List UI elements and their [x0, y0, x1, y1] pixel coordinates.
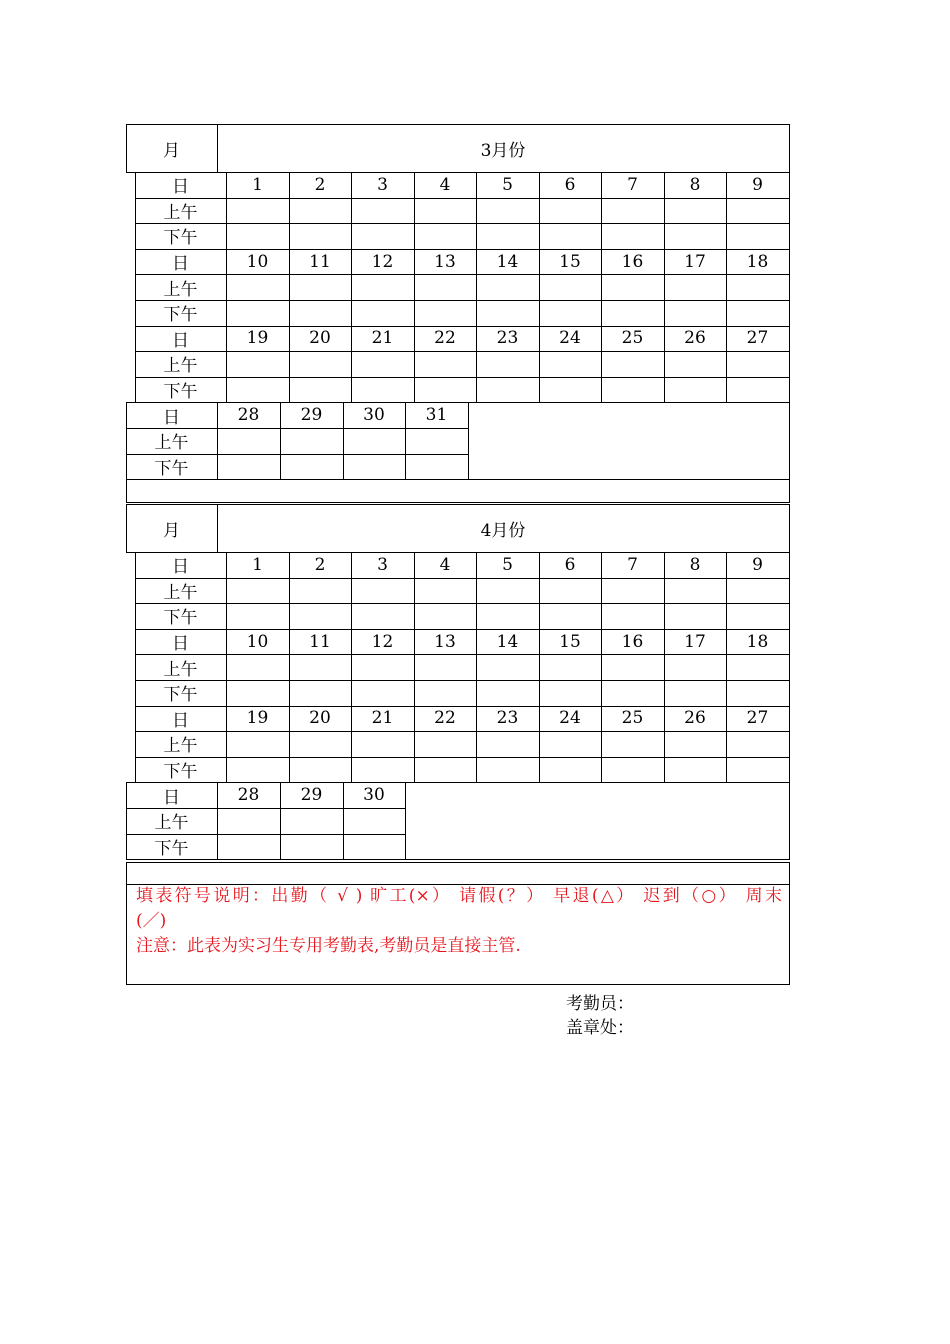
date-number: 3 — [377, 554, 388, 575]
afternoon-attendance-cell — [289, 603, 352, 630]
date-number: 24 — [559, 328, 581, 349]
morning-attendance-cell — [414, 274, 477, 301]
morning-attendance-cell — [601, 198, 665, 225]
afternoon-attendance-cell — [351, 680, 415, 707]
afternoon-attendance-cell — [539, 757, 602, 784]
morning-label: 上午 — [163, 202, 198, 223]
date-number: 13 — [434, 631, 456, 652]
morning-attendance-cell — [539, 578, 602, 605]
morning-attendance-cell — [289, 198, 352, 225]
date-number: 13 — [434, 251, 456, 272]
morning-attendance-cell — [289, 731, 352, 758]
afternoon-attendance-cell — [351, 757, 415, 784]
morning-attendance-cell — [280, 428, 344, 455]
afternoon-attendance-cell — [476, 680, 540, 707]
date-number: 30 — [363, 405, 385, 426]
morning-attendance-cell — [664, 578, 727, 605]
date-number: 17 — [684, 251, 706, 272]
afternoon-attendance-cell — [539, 377, 602, 404]
afternoon-attendance-cell — [476, 300, 540, 327]
afternoon-attendance-cell — [664, 300, 727, 327]
spacer-row — [126, 479, 790, 503]
date-number: 12 — [371, 631, 394, 652]
date-number: 20 — [309, 328, 331, 349]
date-number: 3 — [377, 174, 388, 195]
afternoon-label: 下午 — [163, 762, 198, 783]
date-number: 18 — [746, 631, 769, 652]
day-label: 日 — [172, 634, 189, 655]
morning-attendance-cell — [539, 351, 602, 378]
afternoon-attendance-cell — [289, 680, 352, 707]
afternoon-attendance-cell — [664, 377, 727, 404]
morning-attendance-cell — [414, 351, 477, 378]
morning-attendance-cell — [226, 351, 290, 378]
date-number: 7 — [627, 554, 638, 575]
date-number: 14 — [496, 631, 519, 652]
afternoon-attendance-cell — [289, 223, 352, 250]
stamp-label: 盖章处： — [566, 1018, 634, 1038]
afternoon-attendance-cell — [226, 680, 290, 707]
morning-attendance-cell — [351, 274, 415, 301]
date-number: 4 — [439, 554, 451, 575]
morning-attendance-cell — [664, 198, 727, 225]
day-label: 日 — [172, 177, 189, 198]
afternoon-attendance-cell — [664, 223, 727, 250]
morning-attendance-cell — [726, 731, 790, 758]
date-number: 2 — [314, 554, 326, 575]
afternoon-attendance-cell — [351, 377, 415, 404]
afternoon-attendance-cell — [343, 454, 406, 481]
date-number: 29 — [300, 405, 323, 426]
afternoon-attendance-cell — [414, 377, 477, 404]
morning-label: 上午 — [154, 813, 189, 834]
date-number: 16 — [621, 631, 644, 652]
date-number: 11 — [309, 631, 331, 652]
afternoon-attendance-cell — [726, 603, 790, 630]
morning-attendance-cell — [476, 578, 540, 605]
date-number: 9 — [752, 174, 763, 195]
morning-label: 上午 — [163, 582, 198, 603]
afternoon-attendance-cell — [601, 377, 665, 404]
morning-attendance-cell — [664, 274, 727, 301]
date-number: 28 — [237, 405, 260, 426]
legend-line-1: 填表符号说明：出勤（ √ ) 旷工(×） 请假(？） 早退(△） 迟到（○） 周末 — [136, 886, 782, 906]
afternoon-attendance-cell — [226, 223, 290, 250]
afternoon-attendance-cell — [414, 603, 477, 630]
date-number: 7 — [627, 174, 638, 195]
morning-attendance-cell — [351, 351, 415, 378]
legend-line-2: (／) — [136, 911, 167, 931]
morning-attendance-cell — [414, 654, 477, 681]
morning-attendance-cell — [476, 274, 540, 301]
afternoon-attendance-cell — [226, 603, 290, 630]
afternoon-attendance-cell — [289, 757, 352, 784]
morning-attendance-cell — [226, 731, 290, 758]
afternoon-attendance-cell — [726, 680, 790, 707]
afternoon-attendance-cell — [726, 300, 790, 327]
afternoon-attendance-cell — [351, 300, 415, 327]
date-number: 18 — [746, 251, 769, 272]
empty-merged-cell — [405, 782, 790, 860]
morning-attendance-cell — [343, 428, 406, 455]
morning-attendance-cell — [351, 731, 415, 758]
morning-attendance-cell — [414, 731, 477, 758]
morning-attendance-cell — [226, 654, 290, 681]
morning-attendance-cell — [539, 198, 602, 225]
afternoon-attendance-cell — [601, 603, 665, 630]
date-number: 23 — [496, 328, 519, 349]
morning-attendance-cell — [289, 654, 352, 681]
morning-attendance-cell — [601, 731, 665, 758]
date-number: 10 — [246, 251, 269, 272]
morning-attendance-cell — [664, 731, 727, 758]
afternoon-attendance-cell — [351, 223, 415, 250]
afternoon-attendance-cell — [601, 680, 665, 707]
date-number: 26 — [684, 328, 706, 349]
afternoon-attendance-cell — [726, 757, 790, 784]
morning-label: 上午 — [163, 356, 198, 377]
date-number: 6 — [564, 174, 576, 195]
morning-attendance-cell — [539, 731, 602, 758]
afternoon-attendance-cell — [280, 454, 344, 481]
morning-attendance-cell — [289, 351, 352, 378]
date-number: 24 — [559, 708, 581, 729]
morning-attendance-cell — [726, 351, 790, 378]
afternoon-attendance-cell — [414, 223, 477, 250]
date-number: 26 — [684, 708, 706, 729]
morning-attendance-cell — [226, 274, 290, 301]
month-title: 4月份 — [480, 520, 526, 541]
afternoon-label: 下午 — [163, 228, 198, 249]
attendance-clerk-label: 考勤员： — [566, 994, 634, 1014]
date-number: 19 — [246, 328, 269, 349]
day-label: 日 — [163, 787, 180, 808]
date-number: 2 — [314, 174, 326, 195]
afternoon-attendance-cell — [217, 834, 281, 861]
date-number: 5 — [502, 554, 513, 575]
afternoon-attendance-cell — [351, 603, 415, 630]
date-number: 21 — [371, 708, 394, 729]
afternoon-attendance-cell — [289, 377, 352, 404]
afternoon-attendance-cell — [539, 680, 602, 707]
afternoon-label: 下午 — [163, 382, 198, 403]
legend-note: 注意：此表为实习生专用考勤表,考勤员是直接主管. — [136, 936, 521, 956]
morning-attendance-cell — [664, 351, 727, 378]
morning-attendance-cell — [601, 351, 665, 378]
date-number: 15 — [559, 251, 581, 272]
afternoon-label: 下午 — [163, 685, 198, 706]
morning-attendance-cell — [405, 428, 469, 455]
morning-label: 上午 — [154, 433, 189, 454]
afternoon-attendance-cell — [476, 603, 540, 630]
afternoon-attendance-cell — [601, 757, 665, 784]
date-number: 5 — [502, 174, 513, 195]
afternoon-attendance-cell — [664, 757, 727, 784]
date-number: 31 — [425, 405, 448, 426]
date-number: 1 — [252, 174, 263, 195]
date-number: 8 — [689, 174, 701, 195]
morning-label: 上午 — [163, 659, 198, 680]
afternoon-attendance-cell — [476, 377, 540, 404]
morning-attendance-cell — [351, 198, 415, 225]
day-label: 日 — [163, 407, 180, 428]
day-label: 日 — [172, 557, 189, 578]
afternoon-attendance-cell — [226, 300, 290, 327]
date-number: 11 — [309, 251, 331, 272]
afternoon-attendance-cell — [539, 603, 602, 630]
date-number: 27 — [746, 328, 769, 349]
date-number: 22 — [434, 708, 456, 729]
morning-attendance-cell — [217, 808, 281, 835]
afternoon-attendance-cell — [601, 223, 665, 250]
date-number: 9 — [752, 554, 763, 575]
date-number: 20 — [309, 708, 331, 729]
legend-spacer-row — [126, 862, 790, 885]
afternoon-attendance-cell — [289, 300, 352, 327]
afternoon-label: 下午 — [154, 838, 189, 859]
afternoon-attendance-cell — [664, 680, 727, 707]
morning-attendance-cell — [539, 274, 602, 301]
afternoon-attendance-cell — [726, 377, 790, 404]
afternoon-attendance-cell — [726, 223, 790, 250]
morning-attendance-cell — [280, 808, 344, 835]
morning-attendance-cell — [289, 578, 352, 605]
morning-attendance-cell — [414, 198, 477, 225]
month-title: 3月份 — [480, 140, 526, 161]
date-number: 6 — [564, 554, 576, 575]
date-number: 19 — [246, 708, 269, 729]
afternoon-attendance-cell — [226, 377, 290, 404]
afternoon-attendance-cell — [476, 757, 540, 784]
morning-attendance-cell — [726, 198, 790, 225]
afternoon-attendance-cell — [539, 223, 602, 250]
date-number: 29 — [300, 785, 323, 806]
date-number: 14 — [496, 251, 519, 272]
morning-attendance-cell — [217, 428, 281, 455]
afternoon-attendance-cell — [664, 603, 727, 630]
date-number: 28 — [237, 785, 260, 806]
afternoon-attendance-cell — [414, 300, 477, 327]
day-label: 日 — [172, 330, 189, 351]
date-number: 1 — [252, 554, 263, 575]
afternoon-label: 下午 — [163, 608, 198, 629]
month-label: 月 — [163, 140, 180, 161]
afternoon-attendance-cell — [601, 300, 665, 327]
afternoon-attendance-cell — [217, 454, 281, 481]
date-number: 12 — [371, 251, 394, 272]
day-label: 日 — [172, 254, 189, 275]
morning-attendance-cell — [414, 578, 477, 605]
date-number: 4 — [439, 174, 451, 195]
morning-label: 上午 — [163, 736, 198, 757]
month-label: 月 — [163, 520, 180, 541]
morning-attendance-cell — [343, 808, 406, 835]
morning-attendance-cell — [539, 654, 602, 681]
afternoon-attendance-cell — [226, 757, 290, 784]
date-number: 22 — [434, 328, 456, 349]
date-number: 16 — [621, 251, 644, 272]
date-number: 15 — [559, 631, 581, 652]
afternoon-label: 下午 — [154, 458, 189, 479]
morning-attendance-cell — [289, 274, 352, 301]
afternoon-attendance-cell — [539, 300, 602, 327]
morning-attendance-cell — [476, 198, 540, 225]
empty-merged-cell — [468, 402, 790, 480]
afternoon-label: 下午 — [163, 305, 198, 326]
morning-attendance-cell — [476, 654, 540, 681]
date-number: 27 — [746, 708, 769, 729]
date-number: 25 — [621, 708, 644, 729]
afternoon-attendance-cell — [405, 454, 469, 481]
date-number: 8 — [689, 554, 701, 575]
afternoon-attendance-cell — [476, 223, 540, 250]
morning-attendance-cell — [601, 654, 665, 681]
morning-attendance-cell — [726, 274, 790, 301]
afternoon-attendance-cell — [343, 834, 406, 861]
morning-attendance-cell — [226, 578, 290, 605]
afternoon-attendance-cell — [414, 757, 477, 784]
afternoon-attendance-cell — [414, 680, 477, 707]
day-label: 日 — [172, 710, 189, 731]
morning-attendance-cell — [476, 731, 540, 758]
morning-label: 上午 — [163, 279, 198, 300]
afternoon-attendance-cell — [280, 834, 344, 861]
date-number: 17 — [684, 631, 706, 652]
morning-attendance-cell — [351, 578, 415, 605]
morning-attendance-cell — [601, 274, 665, 301]
date-number: 21 — [371, 328, 394, 349]
morning-attendance-cell — [601, 578, 665, 605]
morning-attendance-cell — [476, 351, 540, 378]
morning-attendance-cell — [726, 578, 790, 605]
morning-attendance-cell — [726, 654, 790, 681]
date-number: 30 — [363, 785, 385, 806]
morning-attendance-cell — [664, 654, 727, 681]
morning-attendance-cell — [226, 198, 290, 225]
morning-attendance-cell — [351, 654, 415, 681]
date-number: 10 — [246, 631, 269, 652]
date-number: 23 — [496, 708, 519, 729]
date-number: 25 — [621, 328, 644, 349]
